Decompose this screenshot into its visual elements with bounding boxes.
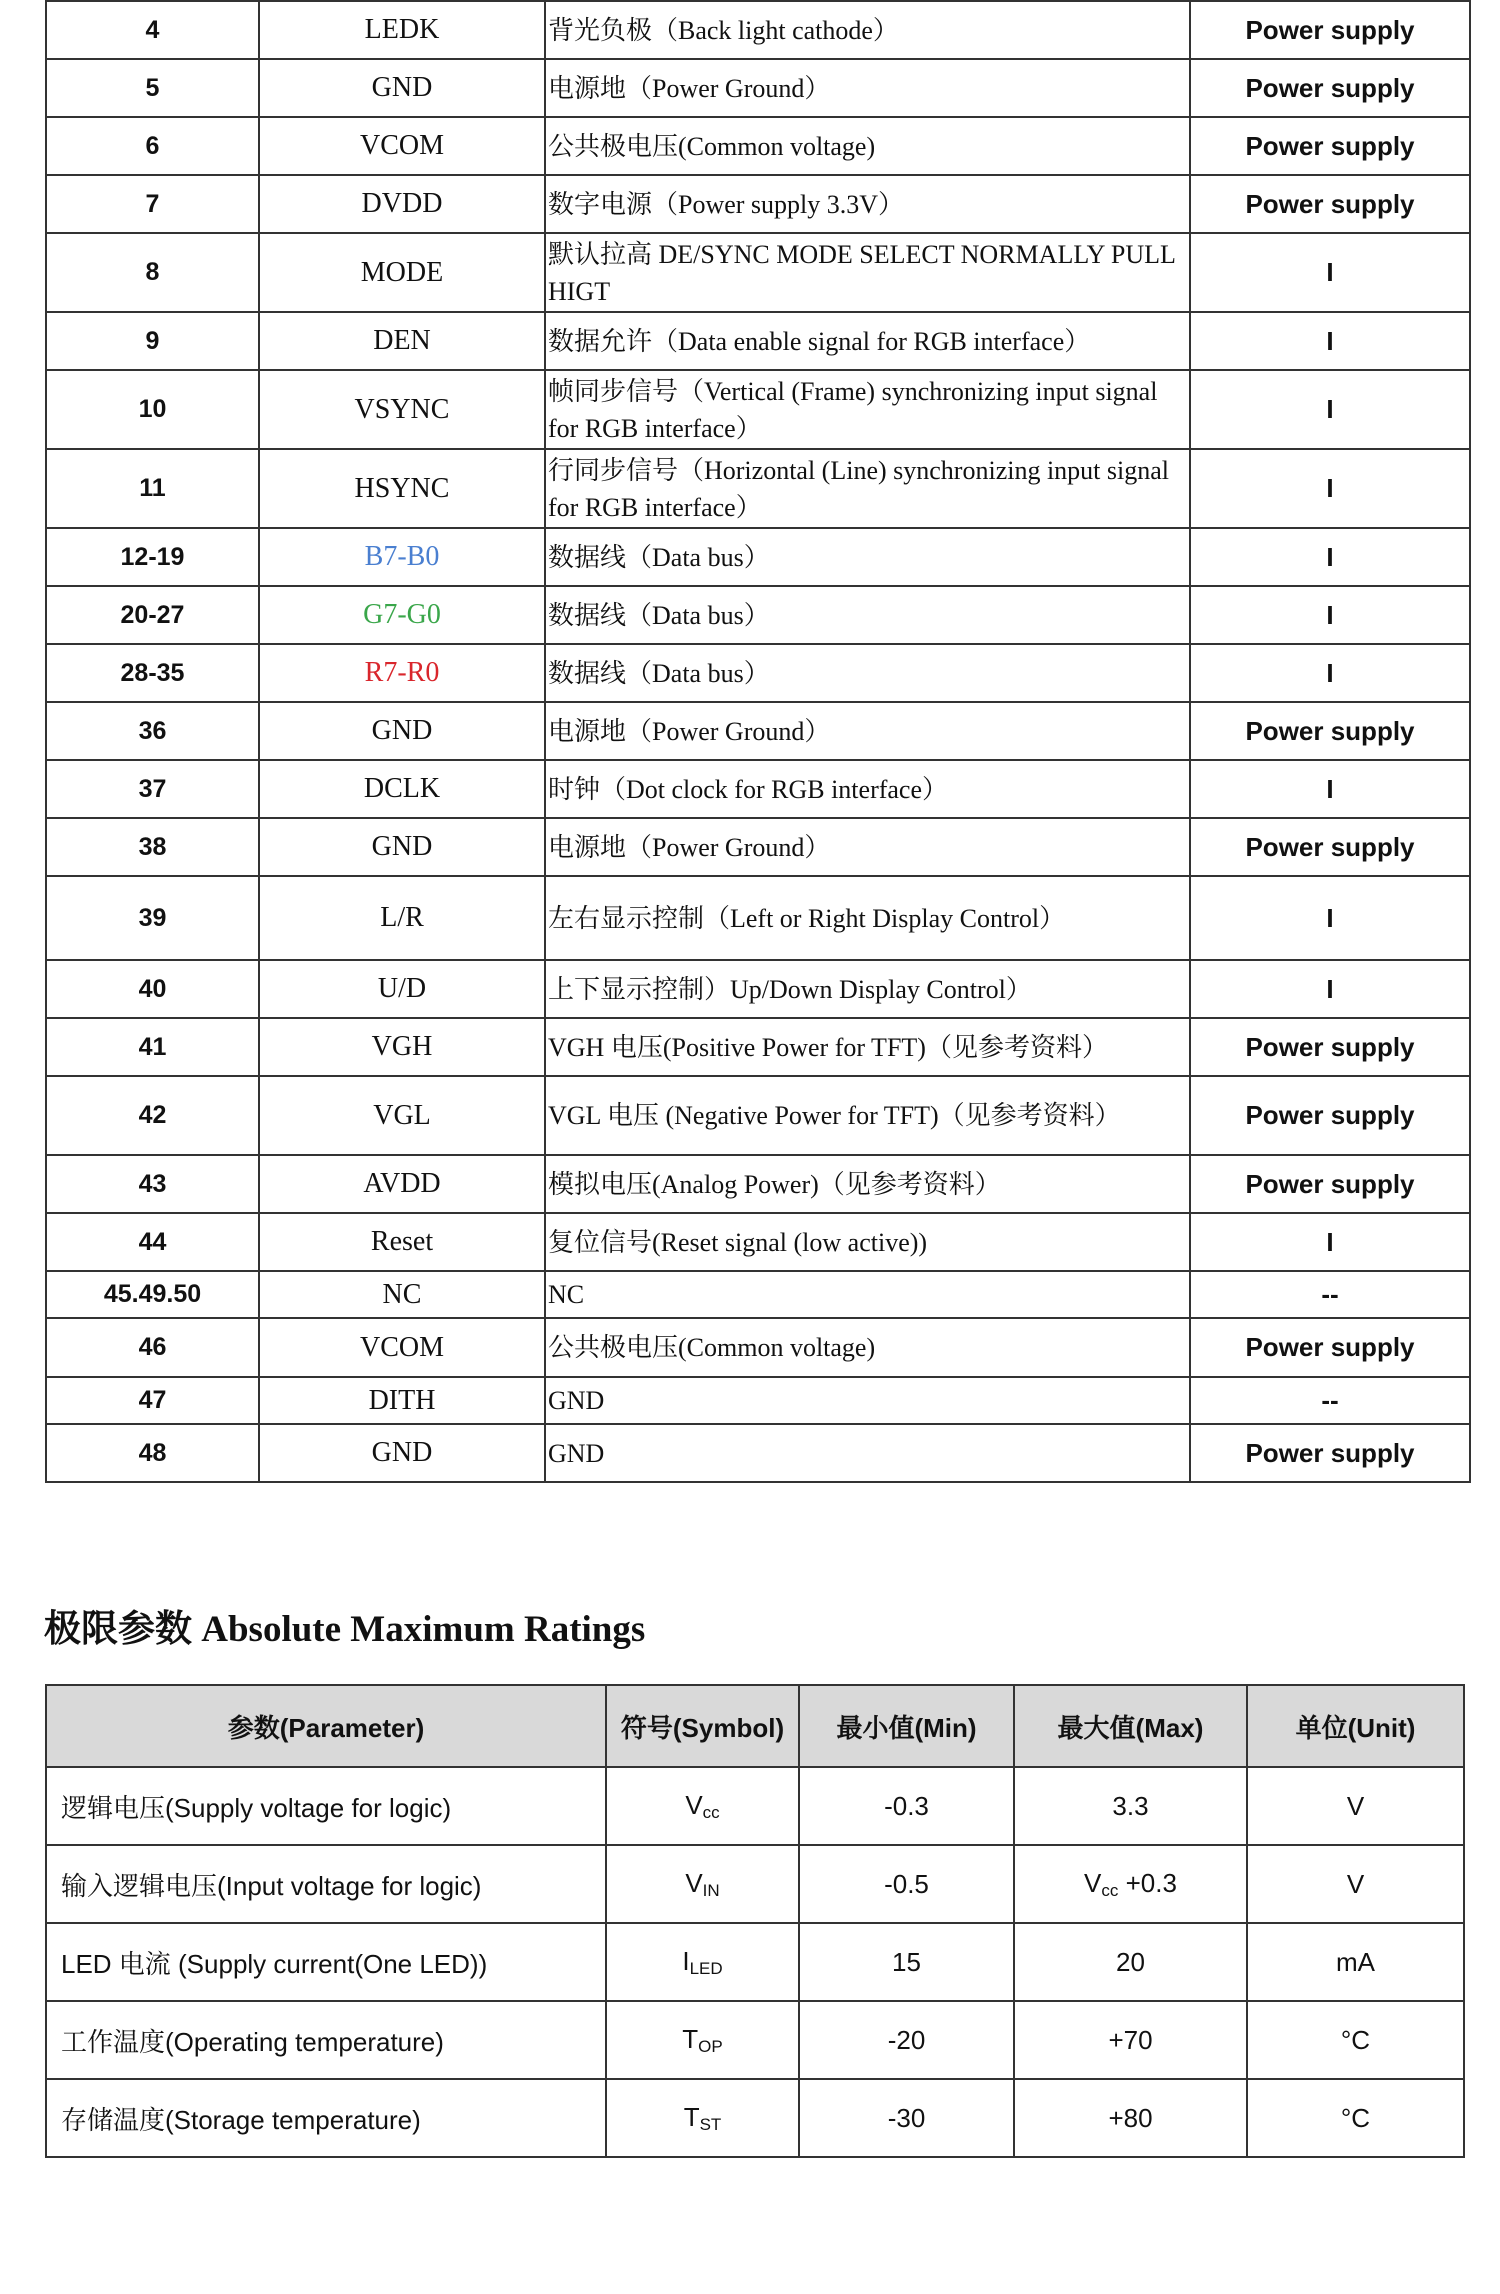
- table-row: [46, 370, 1470, 449]
- pin-number: 38: [46, 818, 259, 876]
- pin-symbol: L/R: [259, 876, 545, 960]
- symbol-subscript: IN: [702, 1880, 720, 1900]
- table-row: [46, 876, 1470, 960]
- table-row: [46, 760, 1470, 818]
- pin-io-type: Power supply: [1190, 1018, 1470, 1076]
- pin-description: VGH 电压(Positive Power for TFT)（见参考资料）: [545, 1018, 1190, 1076]
- pin-number: 8: [46, 233, 259, 312]
- rating-unit: V: [1247, 1845, 1464, 1923]
- header-min: 最小值(Min): [799, 1685, 1014, 1767]
- rating-unit: °C: [1247, 2079, 1464, 2157]
- pin-number: 41: [46, 1018, 259, 1076]
- pin-number: 40: [46, 960, 259, 1018]
- table-row: [46, 644, 1470, 702]
- pin-symbol: R7-R0: [259, 644, 545, 702]
- pin-symbol: B7-B0: [259, 528, 545, 586]
- table-row: [46, 1424, 1470, 1482]
- table-row: [46, 117, 1470, 175]
- pin-io-type: I: [1190, 312, 1470, 370]
- pin-description: 电源地（Power Ground）: [545, 59, 1190, 117]
- pin-description: 电源地（Power Ground）: [545, 702, 1190, 760]
- pin-number: 11: [46, 449, 259, 528]
- max-base: +70: [1108, 2024, 1153, 2055]
- symbol-subscript: LED: [689, 1958, 723, 1978]
- table-row: [46, 1767, 1464, 1845]
- rating-min: -0.5: [799, 1845, 1014, 1923]
- pin-io-type: I: [1190, 960, 1470, 1018]
- pin-number: 7: [46, 175, 259, 233]
- pin-io-type: I: [1190, 760, 1470, 818]
- pin-io-type: Power supply: [1190, 702, 1470, 760]
- pin-io-type: --: [1190, 1377, 1470, 1424]
- table-row: [46, 1076, 1470, 1155]
- table-row: [46, 2001, 1464, 2079]
- pin-io-type: Power supply: [1190, 59, 1470, 117]
- rating-symbol: [606, 1767, 799, 1845]
- pin-number: 5: [46, 59, 259, 117]
- pin-description: 电源地（Power Ground）: [545, 818, 1190, 876]
- pin-symbol: DITH: [259, 1377, 545, 1424]
- max-base: 20: [1116, 1946, 1145, 1977]
- pin-number: 45.49.50: [46, 1271, 259, 1318]
- rating-min: -20: [799, 2001, 1014, 2079]
- pin-symbol: MODE: [259, 233, 545, 312]
- pin-description: 数据线（Data bus）: [545, 586, 1190, 644]
- pin-io-type: Power supply: [1190, 1318, 1470, 1377]
- symbol-base: I: [682, 1945, 690, 1976]
- pin-io-type: I: [1190, 876, 1470, 960]
- symbol-base: T: [682, 2023, 699, 2054]
- pin-number: 47: [46, 1377, 259, 1424]
- max-base: 3.3: [1112, 1790, 1149, 1821]
- pin-description: 默认拉高 DE/SYNC MODE SELECT NORMALLY PULL HIGT: [545, 233, 1190, 312]
- pin-symbol: AVDD: [259, 1155, 545, 1213]
- pin-symbol: G7-G0: [259, 586, 545, 644]
- pin-symbol: U/D: [259, 960, 545, 1018]
- pin-symbol: DCLK: [259, 760, 545, 818]
- rating-symbol: [606, 2079, 799, 2157]
- pin-description: 复位信号(Reset signal (low active)): [545, 1213, 1190, 1271]
- table-row: [46, 1213, 1470, 1271]
- pin-description: 帧同步信号（Vertical (Frame) synchronizing input signal for RGB interface）: [545, 370, 1190, 449]
- pin-io-type: I: [1190, 370, 1470, 449]
- section-heading: 极限参数 Absolute Maximum Ratings: [44, 1609, 646, 1650]
- pin-number: 12-19: [46, 528, 259, 586]
- pin-description: NC: [545, 1271, 1190, 1318]
- rating-symbol: [606, 1845, 799, 1923]
- pin-number: 44: [46, 1213, 259, 1271]
- pin-description: 背光负极（Back light cathode）: [545, 1, 1190, 59]
- pin-symbol: GND: [259, 59, 545, 117]
- table-row: [46, 59, 1470, 117]
- table-row: [46, 1, 1470, 59]
- table-row: [46, 1318, 1470, 1377]
- pin-io-type: Power supply: [1190, 818, 1470, 876]
- table-row: [46, 1923, 1464, 2001]
- max-subscript: cc: [1101, 1880, 1119, 1900]
- table-row: [46, 1271, 1470, 1318]
- pin-io-type: I: [1190, 586, 1470, 644]
- rating-unit: mA: [1247, 1923, 1464, 2001]
- rating-symbol: [606, 2001, 799, 2079]
- pin-description: 数字电源（Power supply 3.3V）: [545, 175, 1190, 233]
- rating-unit: °C: [1247, 2001, 1464, 2079]
- pin-symbol: GND: [259, 702, 545, 760]
- rating-symbol: [606, 1923, 799, 2001]
- pin-symbol: GND: [259, 1424, 545, 1482]
- rating-min: -0.3: [799, 1767, 1014, 1845]
- header-max: 最大值(Max): [1014, 1685, 1247, 1767]
- pin-description: GND: [545, 1424, 1190, 1482]
- pin-assignment-table: [45, 0, 1471, 1483]
- pin-description: 公共极电压(Common voltage): [545, 117, 1190, 175]
- table-row: [46, 528, 1470, 586]
- rating-parameter: 存储温度(Storage temperature): [46, 2079, 606, 2157]
- pin-io-type: I: [1190, 1213, 1470, 1271]
- table-header-row: [46, 1685, 1464, 1767]
- pin-symbol: LEDK: [259, 1, 545, 59]
- rating-max: [1014, 2001, 1247, 2079]
- symbol-base: T: [683, 2101, 700, 2132]
- pin-number: 46: [46, 1318, 259, 1377]
- symbol-subscript: ST: [699, 2114, 722, 2134]
- rating-parameter: 输入逻辑电压(Input voltage for logic): [46, 1845, 606, 1923]
- max-base: +80: [1108, 2102, 1153, 2133]
- symbol-subscript: OP: [698, 2036, 723, 2056]
- symbol-base: V: [685, 1789, 703, 1820]
- pin-description: VGL 电压 (Negative Power for TFT)（见参考资料）: [545, 1076, 1190, 1155]
- table-row: [46, 312, 1470, 370]
- pin-symbol: DVDD: [259, 175, 545, 233]
- table-row: [46, 175, 1470, 233]
- header-symbol: 符号(Symbol): [606, 1685, 799, 1767]
- pin-description: 左右显示控制（Left or Right Display Control）: [545, 876, 1190, 960]
- max-base: V: [1084, 1867, 1102, 1898]
- table-row: [46, 1845, 1464, 1923]
- pin-number: 36: [46, 702, 259, 760]
- pin-number: 9: [46, 312, 259, 370]
- symbol-subscript: cc: [702, 1802, 720, 1822]
- rating-parameter: LED 电流 (Supply current(One LED)): [46, 1923, 606, 2001]
- rating-max: [1014, 1767, 1247, 1845]
- pin-symbol: VCOM: [259, 117, 545, 175]
- rating-unit: V: [1247, 1767, 1464, 1845]
- pin-description: 模拟电压(Analog Power)（见参考资料）: [545, 1155, 1190, 1213]
- pin-number: 43: [46, 1155, 259, 1213]
- pin-number: 6: [46, 117, 259, 175]
- pin-symbol: DEN: [259, 312, 545, 370]
- symbol-base: V: [685, 1867, 703, 1898]
- pin-description: 数据线（Data bus）: [545, 528, 1190, 586]
- table-row: [46, 702, 1470, 760]
- max-tail: +0.3: [1118, 1867, 1177, 1898]
- pin-number: 39: [46, 876, 259, 960]
- pin-io-type: Power supply: [1190, 1155, 1470, 1213]
- rating-max: [1014, 2079, 1247, 2157]
- pin-description: 公共极电压(Common voltage): [545, 1318, 1190, 1377]
- pin-io-type: I: [1190, 449, 1470, 528]
- pin-io-type: --: [1190, 1271, 1470, 1318]
- pin-io-type: I: [1190, 233, 1470, 312]
- table-row: [46, 2079, 1464, 2157]
- table-row: [46, 1155, 1470, 1213]
- pin-io-type: Power supply: [1190, 1076, 1470, 1155]
- pin-symbol: HSYNC: [259, 449, 545, 528]
- rating-min: 15: [799, 1923, 1014, 2001]
- header-unit: 单位(Unit): [1247, 1685, 1464, 1767]
- rating-min: -30: [799, 2079, 1014, 2157]
- table-row: [46, 818, 1470, 876]
- table-row: [46, 586, 1470, 644]
- pin-description: 数据允许（Data enable signal for RGB interface）: [545, 312, 1190, 370]
- rating-max: [1014, 1845, 1247, 1923]
- table-row: [46, 960, 1470, 1018]
- table-row: [46, 1377, 1470, 1424]
- pin-number: 4: [46, 1, 259, 59]
- ratings-header: [46, 1685, 1464, 1767]
- pin-symbol: GND: [259, 818, 545, 876]
- pin-number: 37: [46, 760, 259, 818]
- pin-io-type: Power supply: [1190, 1, 1470, 59]
- pin-symbol: VGL: [259, 1076, 545, 1155]
- pin-description: 上下显示控制）Up/Down Display Control）: [545, 960, 1190, 1018]
- rating-max: [1014, 1923, 1247, 2001]
- absolute-maximum-ratings-table: [45, 1684, 1465, 2158]
- table-row: [46, 233, 1470, 312]
- pin-number: 20-27: [46, 586, 259, 644]
- header-parameter: 参数(Parameter): [46, 1685, 606, 1767]
- ratings-body: [46, 1767, 1464, 2157]
- pin-number: 28-35: [46, 644, 259, 702]
- pin-symbol: VCOM: [259, 1318, 545, 1377]
- rating-parameter: 逻辑电压(Supply voltage for logic): [46, 1767, 606, 1845]
- pin-io-type: I: [1190, 644, 1470, 702]
- pin-number: 48: [46, 1424, 259, 1482]
- pin-io-type: Power supply: [1190, 1424, 1470, 1482]
- pin-symbol: NC: [259, 1271, 545, 1318]
- pin-number: 42: [46, 1076, 259, 1155]
- pin-description: 时钟（Dot clock for RGB interface）: [545, 760, 1190, 818]
- pin-io-type: Power supply: [1190, 175, 1470, 233]
- pin-io-type: Power supply: [1190, 117, 1470, 175]
- pin-description: 行同步信号（Horizontal (Line) synchronizing input signal for RGB interface）: [545, 449, 1190, 528]
- rating-parameter: 工作温度(Operating temperature): [46, 2001, 606, 2079]
- pin-description: 数据线（Data bus）: [545, 644, 1190, 702]
- pin-io-type: I: [1190, 528, 1470, 586]
- pin-table-body: [46, 1, 1470, 1482]
- table-row: [46, 1018, 1470, 1076]
- pin-number: 10: [46, 370, 259, 449]
- pin-symbol: VGH: [259, 1018, 545, 1076]
- pin-description: GND: [545, 1377, 1190, 1424]
- pin-symbol: Reset: [259, 1213, 545, 1271]
- pin-symbol: VSYNC: [259, 370, 545, 449]
- table-row: [46, 449, 1470, 528]
